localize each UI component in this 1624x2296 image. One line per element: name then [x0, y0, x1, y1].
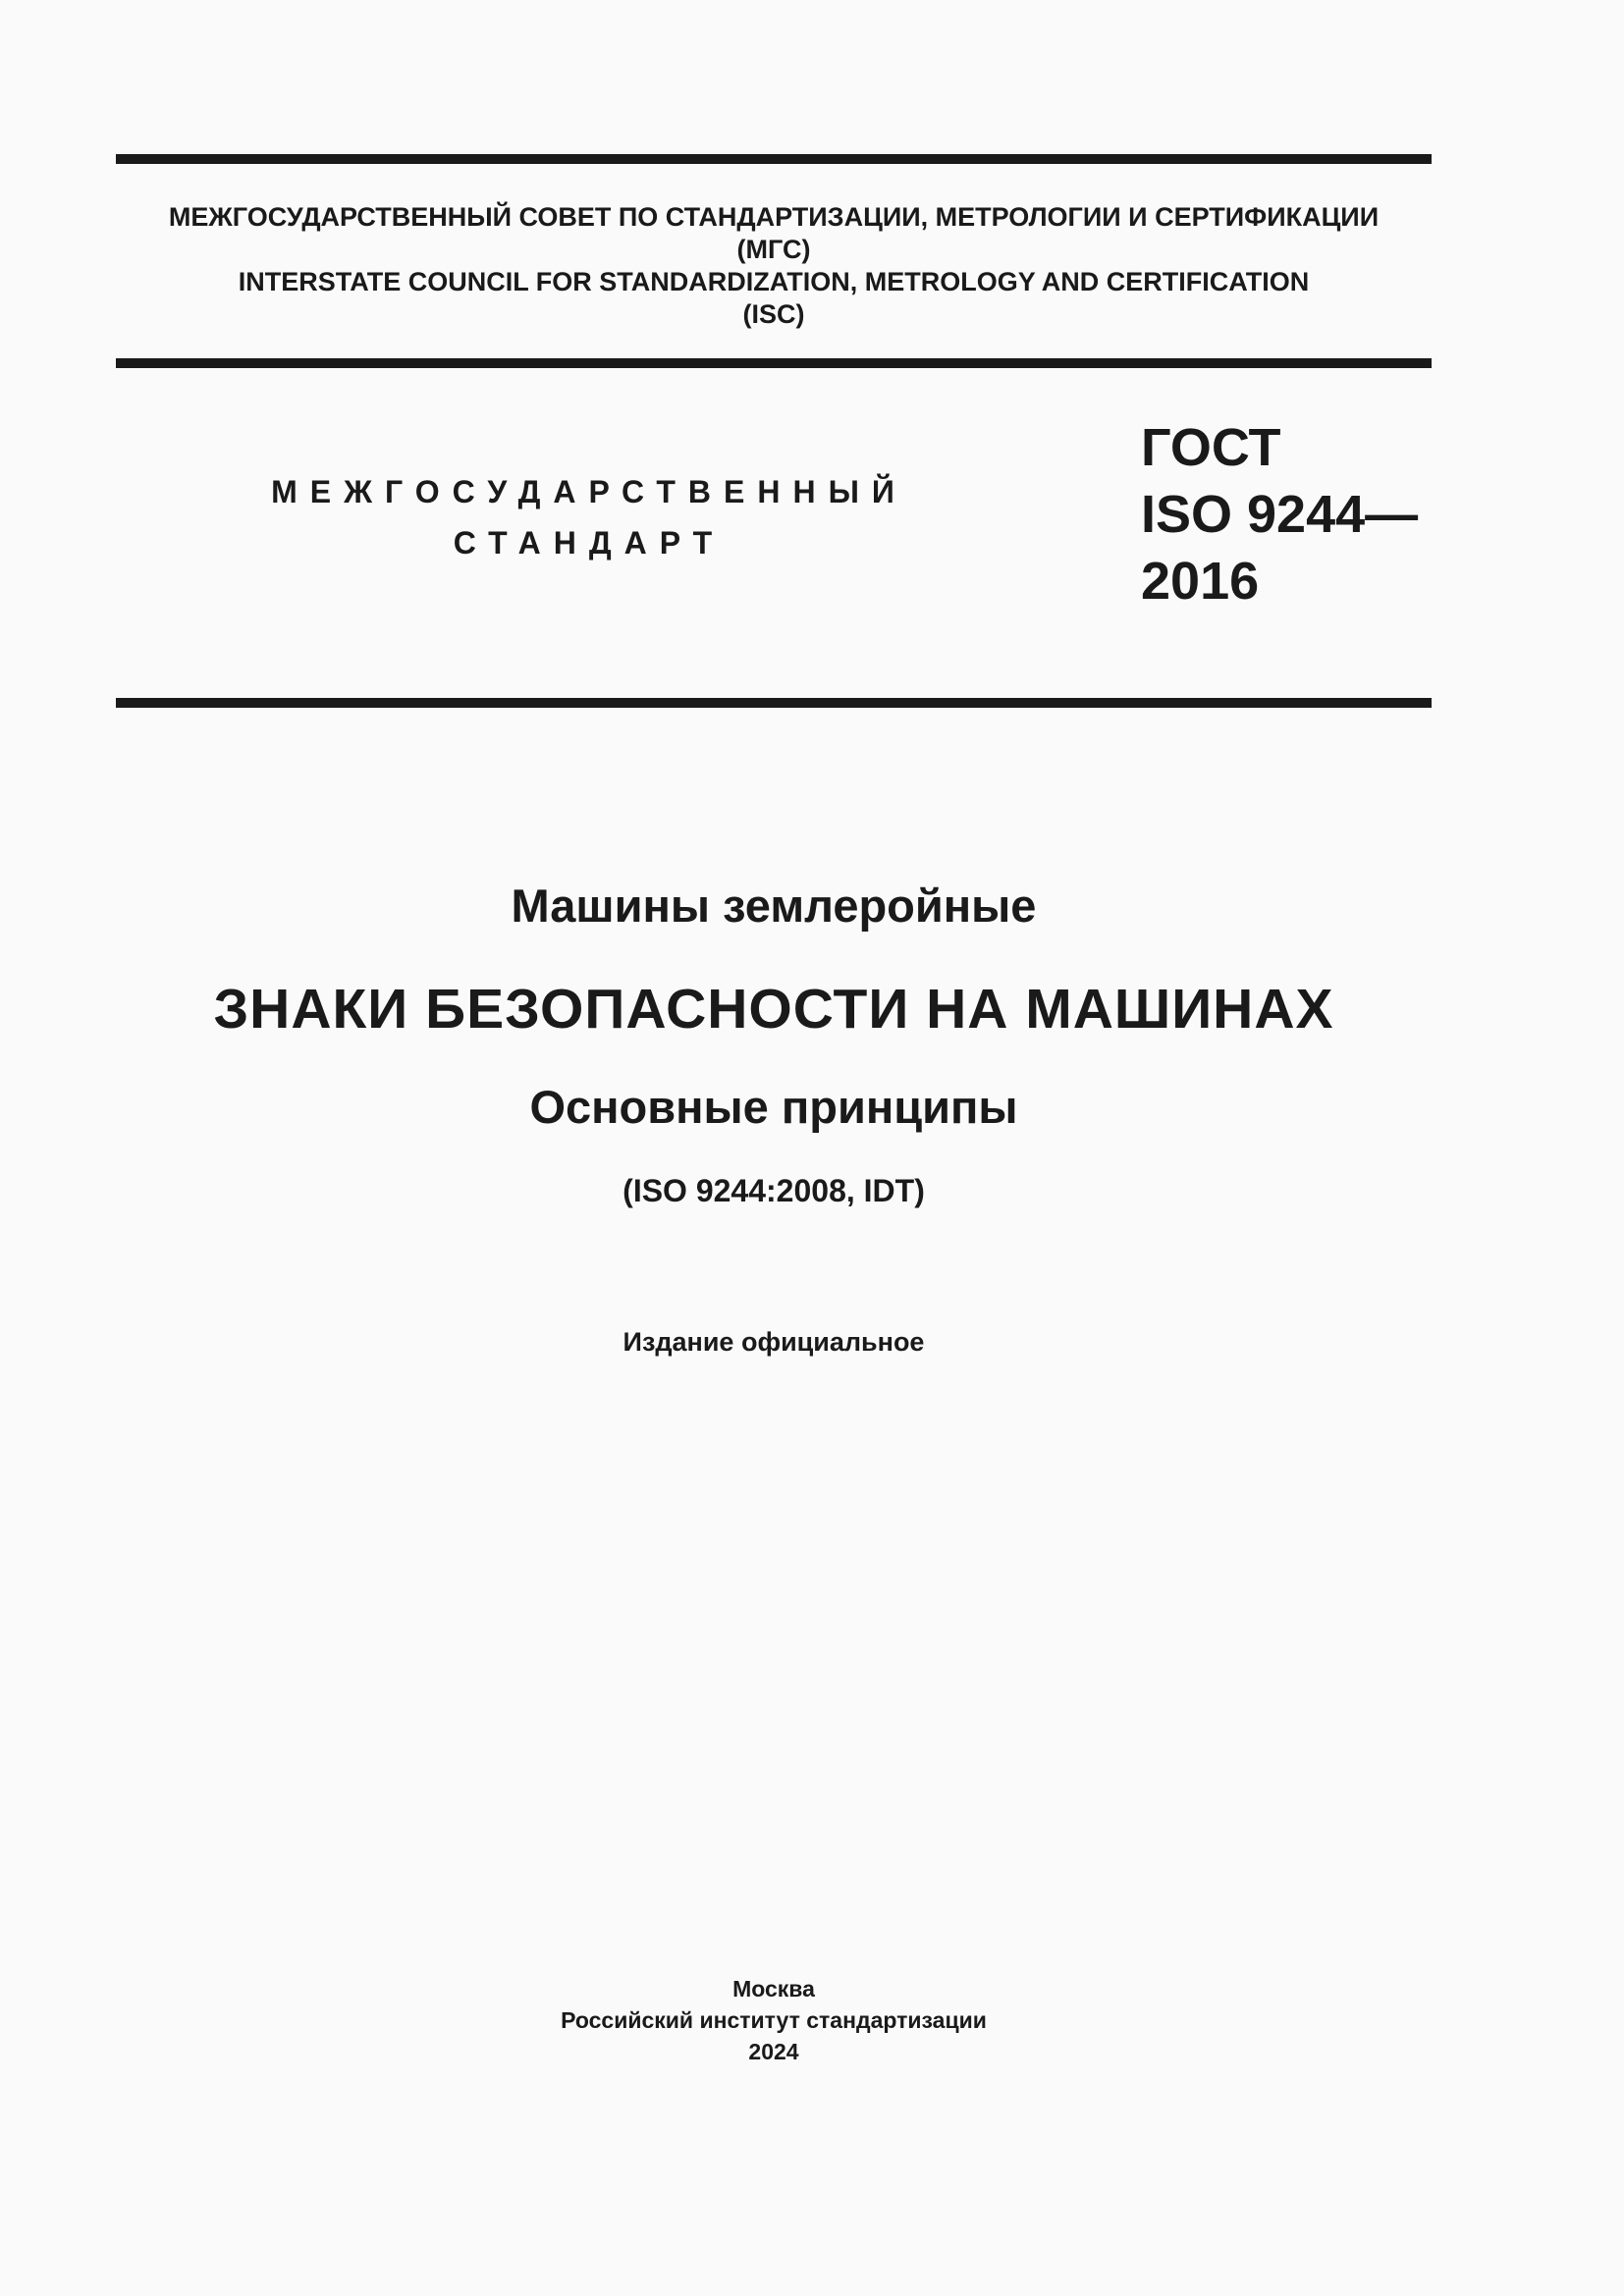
designation-line-3: 2016 [1141, 552, 1260, 611]
document-subtitle: Основные принципы [529, 1081, 1018, 1133]
imprint-publisher: Российский институт стандартизации [561, 2007, 987, 2033]
standard-designation [1141, 414, 1418, 614]
designation-line-2: ISO 9244— [1141, 485, 1419, 544]
document-title-main: ЗНАКИ БЕЗОПАСНОСТИ НА МАШИНАХ [213, 978, 1334, 1041]
standard-type-line-2: СТАНДАРТ [453, 525, 726, 561]
edition-note: Издание официальное [623, 1327, 925, 1357]
imprint-year: 2024 [748, 2039, 799, 2064]
imprint-city: Москва [732, 1976, 815, 2002]
top-divider [116, 154, 1432, 164]
council-name-ru: МЕЖГОСУДАРСТВЕННЫЙ СОВЕТ ПО СТАНДАРТИЗАЦИИ, МЕТРОЛОГИИ И СЕРТИФИКАЦИИ [168, 202, 1380, 232]
publisher-imprint [116, 1973, 1432, 2067]
council-name-en: INTERSTATE COUNCIL FOR STANDARDIZATION, METROLOGY AND CERTIFICATION [238, 267, 1310, 296]
document-title-line-1: Машины землеройные [511, 880, 1037, 932]
iso-reference: (ISO 9244:2008, IDT) [623, 1173, 925, 1208]
designation-line-1: ГОСТ [1141, 418, 1281, 477]
standard-type-line-1: МЕЖГОСУДАРСТВЕННЫЙ [271, 474, 907, 509]
council-abbr-ru: (МГС) [736, 235, 811, 264]
lower-divider [116, 698, 1432, 708]
middle-divider [116, 358, 1432, 368]
council-abbr-en: (ISC) [742, 299, 805, 329]
council-header [116, 201, 1432, 331]
